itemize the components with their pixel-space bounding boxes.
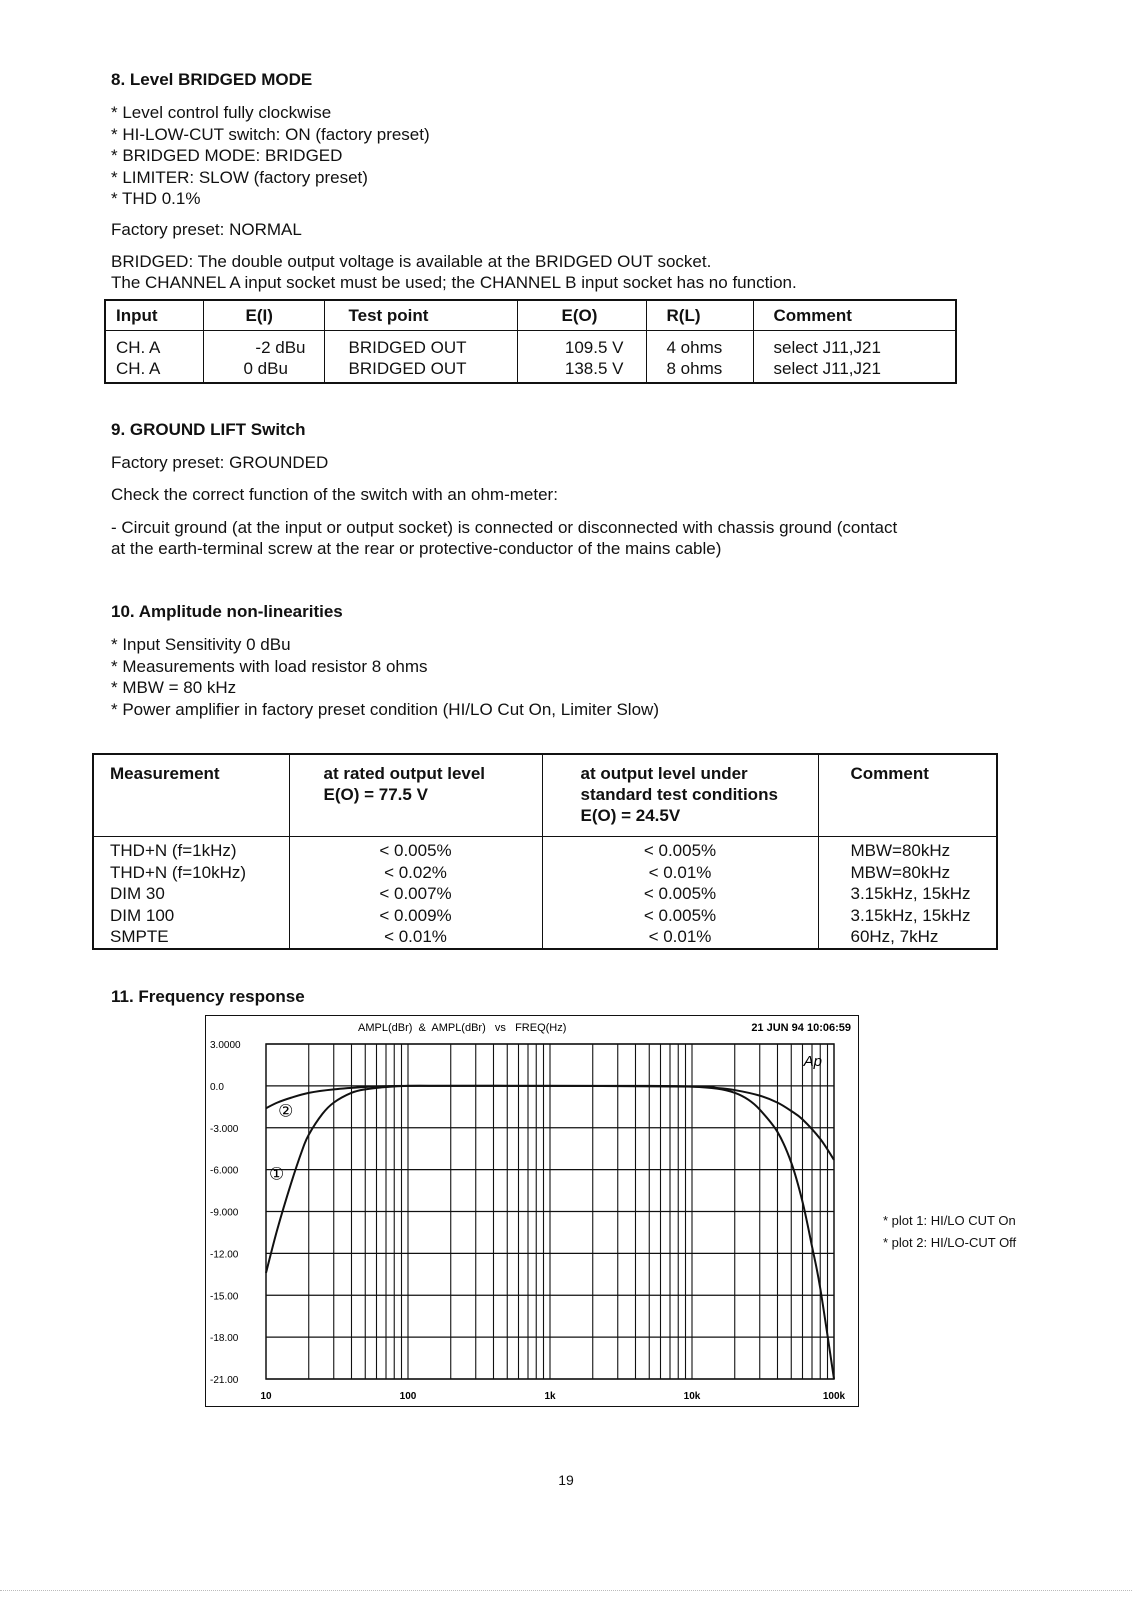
frequency-response-chart-frame [205,1015,859,1407]
x-tick-label: 10 [260,1391,272,1402]
y-tick-label: -3.000 [210,1123,239,1135]
header-standard-conditions [542,754,818,837]
cell-test-point: BRIDGED OUT [324,358,517,383]
ground-lift-detail-2: at the earth-terminal screw at the rear or protective-conductor of the mains cable) [111,539,722,558]
cell-rated: < 0.009% [289,905,542,927]
table-row [93,883,997,905]
bullet: * BRIDGED MODE: BRIDGED [111,146,343,165]
cell-input: CH. A [105,331,203,359]
cell-standard: < 0.01% [542,862,818,884]
cell-comment: 60Hz, 7kHz [850,927,939,946]
ap-logo-text: Ap [803,1053,822,1070]
cell-measurement: DIM 30 [93,883,289,905]
section-10-heading: 10. Amplitude non-linearities [111,602,343,621]
ground-lift-detail-1: - Circuit ground (at the input or output socket) is connected or disconnected with chassis ground (contact [111,518,898,537]
cell-input: CH. A [105,358,203,383]
table-row [93,837,997,862]
cell-rl: 8 ohms [646,358,753,383]
cell-rated: < 0.005% [289,837,542,862]
header-text: at rated output level [323,764,486,783]
factory-preset-grounded: Factory preset: GROUNDED [111,453,329,472]
header-text: Measurement [110,764,220,783]
cell-comment: select J11,J21 [773,338,881,357]
bullet: * Measurements with load resistor 8 ohms [111,656,428,676]
bullet: * LIMITER: SLOW (factory preset) [111,167,368,187]
x-tick-label: 100k [822,1391,846,1402]
cell-rated: < 0.01% [289,926,542,949]
bullet: * HI-LOW-CUT switch: ON (factory preset) [111,124,430,144]
header-text: E(O) = 77.5 V [323,785,428,804]
x-tick-label: 1k [544,1391,556,1402]
chart-title: AMPL(dBr) & AMPL(dBr) vs FREQ(Hz) [358,1022,567,1034]
x-tick-label: 10k [683,1391,701,1402]
cell-standard: < 0.005% [542,837,818,862]
y-tick-label: 0.0 [210,1081,224,1093]
header-rated-output [289,754,542,837]
legend-entry-plot-1: * plot 1: HI/LO CUT On [883,1213,1016,1228]
table-header-row [105,300,956,331]
cell-standard: < 0.005% [542,883,818,905]
section-8-heading: 8. Level BRIDGED MODE [111,70,313,89]
header-measurement [93,754,289,837]
cell-comment: MBW=80kHz [850,862,951,882]
cell-rated: < 0.007% [289,883,542,905]
header-ei: E(I) [203,300,324,331]
cell-measurement: THD+N (f=10kHz) [93,862,289,884]
header-rl: R(L) [646,300,753,331]
cell-test-point: BRIDGED OUT [324,331,517,359]
header-text: standard test conditions [580,785,778,804]
frequency-response-chart [206,1016,858,1406]
bridged-note-1: BRIDGED: The double output voltage is available at the BRIDGED OUT socket. [111,252,712,271]
header-text: Comment [850,764,929,783]
table-row [105,358,956,383]
cell-measurement: SMPTE [93,926,289,949]
section-10-bullets [111,634,659,720]
y-axis-ticks [210,1040,241,1386]
bullet: * Power amplifier in factory preset condition (HI/LO Cut On, Limiter Slow) [111,699,659,719]
section-9-heading: 9. GROUND LIFT Switch [111,420,306,439]
cell-standard: < 0.005% [542,905,818,927]
chart-legend [883,1210,1016,1254]
series-marker-plot-2: ② [278,1101,294,1121]
cell-comment: select J11,J21 [773,359,881,378]
x-axis-ticks [260,1391,845,1402]
table-header-row [93,754,997,837]
header-text: E(O) = 24.5V [580,806,681,825]
header-input: Input [105,300,203,331]
bullet: * Input Sensitivity 0 dBu [111,635,291,654]
series-marker-plot-1: ① [269,1164,285,1184]
header-text: at output level under [580,764,748,783]
ground-lift-check: Check the correct function of the switch with an ohm-meter: [111,485,558,504]
header-comment: Comment [753,300,956,331]
y-tick-label: -9.000 [210,1207,239,1219]
bridged-note-2: The CHANNEL A input socket must be used; the CHANNEL B input socket has no function. [111,273,797,292]
table-row [93,926,997,949]
table-row [105,331,956,359]
y-tick-label: -15.00 [210,1291,239,1303]
cell-ei: 0 dBu [203,358,324,383]
cell-comment: 3.15kHz, 15kHz [850,905,971,925]
cell-eo: 109.5 V [517,331,646,359]
y-tick-label: -12.00 [210,1249,239,1261]
section-11-heading: 11. Frequency response [111,987,305,1006]
y-tick-label: -18.00 [210,1333,239,1345]
legend-entry-plot-2: * plot 2: HI/LO-CUT Off [883,1235,1017,1250]
header-test-point: Test point [324,300,517,331]
factory-preset-normal: Factory preset: NORMAL [111,220,302,239]
cell-rl: 4 ohms [646,331,753,359]
y-tick-label: 3.0000 [210,1040,241,1051]
header-eo: E(O) [517,300,646,331]
bullet: * Level control fully clockwise [111,103,332,122]
nonlinearities-table [92,753,998,950]
cell-ei: -2 dBu [203,331,324,359]
page-number: 19 [558,1472,574,1488]
chart-grid [266,1044,834,1379]
table-row [93,905,997,927]
cell-comment: 3.15kHz, 15kHz [850,884,971,903]
cell-eo: 138.5 V [517,358,646,383]
page-bottom-rule [0,1590,1132,1591]
x-tick-label: 100 [399,1391,417,1402]
chart-timestamp: 21 JUN 94 10:06:59 [751,1022,851,1034]
cell-standard: < 0.01% [542,926,818,949]
section-8-bullets [111,102,430,210]
cell-rated: < 0.02% [289,862,542,884]
cell-measurement: THD+N (f=1kHz) [93,837,289,862]
bullet: * MBW = 80 kHz [111,678,237,697]
bridged-mode-table [104,299,957,384]
y-tick-label: -6.000 [210,1165,239,1177]
bullet: * THD 0.1% [111,189,201,208]
header-comment [818,754,997,837]
cell-comment: MBW=80kHz [850,841,951,860]
cell-measurement: DIM 100 [93,905,289,927]
y-tick-label: -21.00 [210,1375,239,1386]
ap-logo [803,1053,822,1070]
table-row [93,862,997,884]
